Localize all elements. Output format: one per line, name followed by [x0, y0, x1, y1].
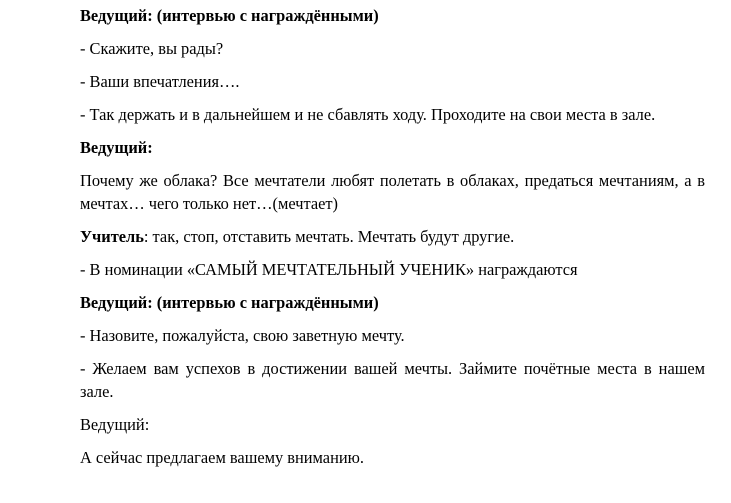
- dialogue-line: - Скажите, вы рады?: [80, 39, 224, 58]
- paragraph: Почему же облака? Все мечтатели любят полетать в облаках, предаться мечтаниям, а в мечтах… чего только нет…(мечтает): [80, 171, 705, 213]
- document-body: [80, 0, 705, 479]
- speaker-heading-plain: Ведущий:: [80, 415, 150, 434]
- dialogue-line: - Ваши впечатления….: [80, 72, 240, 91]
- speaker-heading: Ведущий: (интервью с награждёнными): [80, 6, 379, 25]
- dialogue-line: - Назовите, пожалуйста, свою заветную мечту.: [80, 326, 405, 345]
- speaker-heading: Ведущий: (интервью с награждёнными): [80, 293, 379, 312]
- speaker-heading: Ведущий:: [80, 138, 153, 157]
- dialogue-line: - Желаем вам успехов в достижении вашей мечты. Займите почётные места в нашем зале.: [80, 359, 705, 401]
- paragraph: А сейчас предлагаем вашему вниманию.: [80, 448, 364, 467]
- teacher-line-text: : так, стоп, отставить мечтать. Мечтать будут другие.: [143, 227, 515, 246]
- teacher-line: [80, 225, 705, 248]
- dialogue-line: - В номинации «САМЫЙ МЕЧТАТЕЛЬНЫЙ УЧЕНИК» награждаются: [80, 260, 578, 279]
- speaker-name: Учитель: [80, 227, 144, 246]
- dialogue-line: - Так держать и в дальнейшем и не сбавлять ходу. Проходите на свои места в зале.: [80, 105, 656, 124]
